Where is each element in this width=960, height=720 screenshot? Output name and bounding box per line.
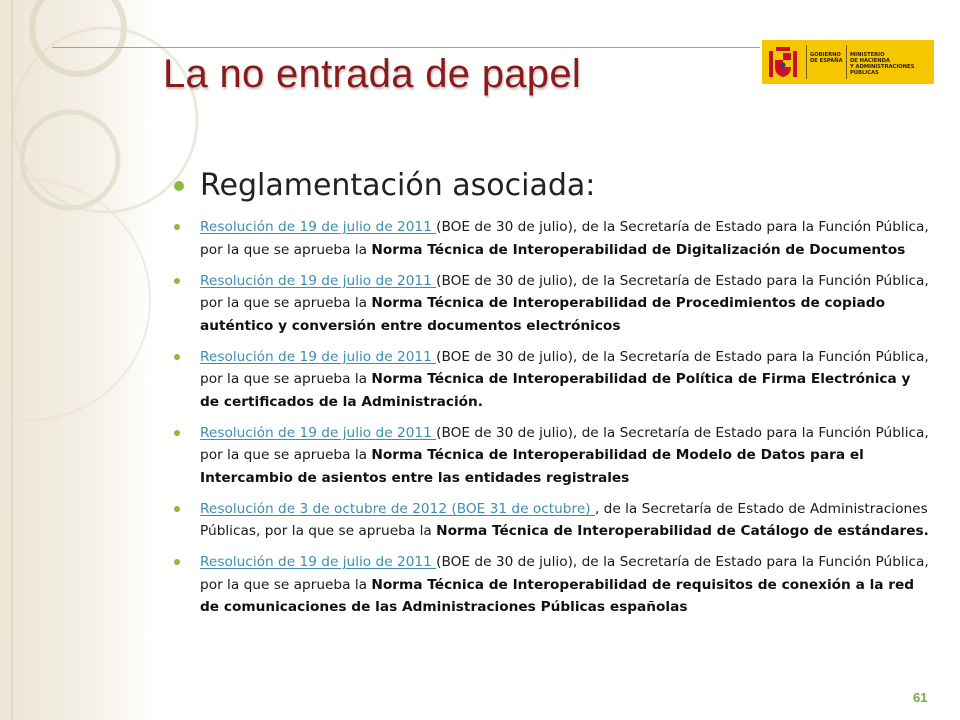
item-text: (BOE de 30 de julio), de la Secretaría de Estado para la Función Pública, por la que se aprueba la — [200, 272, 929, 311]
decorative-circles — [0, 0, 200, 720]
regulation-list — [174, 216, 934, 627]
page-number: 61 — [913, 690, 928, 705]
subheading-text: Reglamentación asociada: — [200, 168, 596, 203]
coat-of-arms-icon — [767, 43, 799, 81]
logo-separator — [806, 45, 807, 79]
item-text: , de la Secretaría de Estado de Administraciones Públicas, por la que se aprueba la — [200, 500, 928, 539]
item-bold-text: Norma Técnica de Interoperabilidad de Digitalización de Documentos — [371, 241, 906, 258]
item-bold-text: Norma Técnica de Interoperabilidad de Catálogo de estándares. — [436, 523, 929, 539]
bullet-icon — [174, 278, 180, 284]
bullet-icon — [174, 354, 180, 360]
list-item — [174, 498, 934, 543]
item-bold-text: Norma Técnica de Interoperabilidad de Procedimientos de copiado auténtico y conversión entre documentos electrónicos — [200, 295, 885, 334]
item-text: (BOE de 30 de julio), de la Secretaría de Estado para la Función Pública, por la que se aprueba la — [200, 424, 929, 463]
bullet-icon — [174, 224, 180, 230]
bullet-icon — [174, 430, 180, 436]
bullet-icon — [174, 506, 180, 512]
subheading — [174, 168, 595, 203]
list-item — [174, 346, 934, 414]
list-item — [174, 216, 934, 261]
resolution-link[interactable]: Resolución de 19 de julio de 2011 — [200, 424, 437, 441]
item-bold-text: Norma Técnica de Interoperabilidad de Política de Firma Electrónica y de certificados de la Administración. — [200, 371, 911, 410]
item-text: (BOE de 30 de julio), de la Secretaría de Estado para la Función Pública, por la que se aprueba la — [200, 348, 929, 387]
list-item — [174, 551, 934, 619]
item-text: (BOE de 30 de julio), de la Secretaría de Estado para la Función Pública, por la que se aprueba la — [200, 554, 929, 593]
item-bold-text: Norma Técnica de Interoperabilidad de Modelo de Datos para el Intercambio de asientos entre las entidades registrales — [200, 447, 864, 486]
government-logo — [762, 40, 934, 84]
logo-separator — [846, 45, 847, 79]
bullet-icon — [174, 559, 180, 565]
resolution-link[interactable]: Resolución de 19 de julio de 2011 — [200, 554, 437, 570]
resolution-link[interactable]: Resolución de 19 de julio de 2011 — [200, 272, 437, 289]
resolution-link[interactable]: Resolución de 3 de octubre de 2012 (BOE 31 de octubre) — [200, 500, 595, 517]
item-bold-text: Norma Técnica de Interoperabilidad de requisitos de conexión a la red de comunicaciones de las Administraciones Públicas españolas — [200, 576, 915, 615]
logo-text-ministerio: MINISTERIO DE HACIENDA Y ADMINISTRACIONES PÚBLICAS — [850, 52, 915, 76]
bullet-icon — [174, 181, 184, 191]
slide-title: La no entrada de papel — [163, 52, 582, 96]
logo-text-gobierno: GOBIERNO DE ESPAÑA — [810, 52, 843, 64]
list-item — [174, 270, 934, 338]
resolution-link[interactable]: Resolución de 19 de julio de 2011 — [200, 348, 437, 365]
list-item — [174, 422, 934, 490]
title-rule — [52, 47, 760, 48]
resolution-link[interactable]: Resolución de 19 de julio de 2011 — [200, 219, 437, 235]
item-text: (BOE de 30 de julio), de la Secretaría de Estado para la Función Pública, por la que se aprueba la — [200, 219, 929, 258]
